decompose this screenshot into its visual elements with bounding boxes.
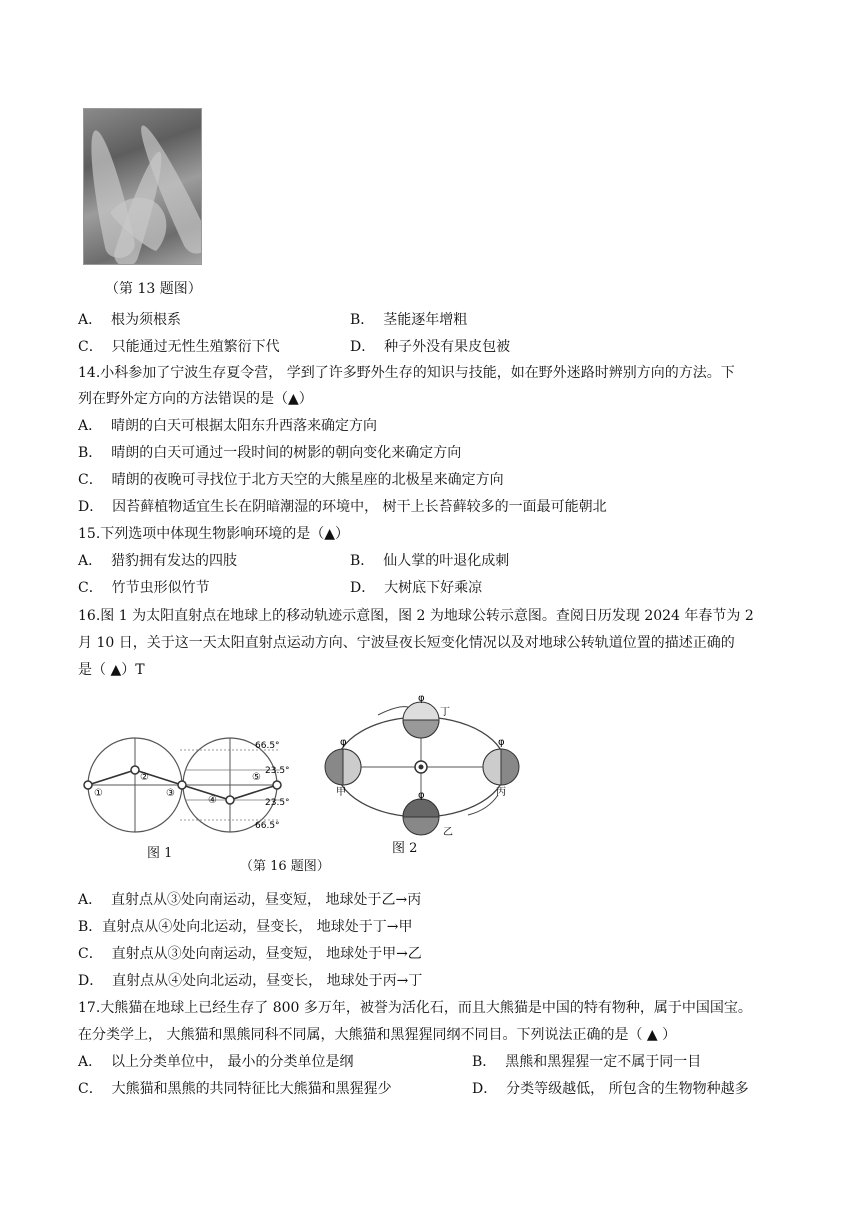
q17-option-c[interactable]: C． 大熊猫和黑熊的共同特征比大熊猫和黑猩猩少: [78, 1081, 392, 1097]
q17-option-b[interactable]: B． 黑熊和黑猩猩一定不属于同一目: [472, 1054, 702, 1070]
fig2-label: 图 2: [392, 841, 418, 856]
fig2-position-ding: 丁: [440, 707, 450, 718]
q16-stem-line3: 是（ ▲）T: [78, 662, 145, 678]
plant-photo: [83, 108, 202, 265]
fig1-label: 图 1: [147, 846, 173, 861]
fig2-pole-ding: φ: [418, 695, 425, 704]
fig2-pole-bing: φ: [498, 737, 505, 748]
q16-option-d[interactable]: D． 直射点从④处向北运动，昼变长， 地球处于丙→丁: [78, 973, 423, 989]
fig2-pole-yi: φ: [418, 790, 425, 801]
q15-option-c[interactable]: C． 竹节虫形似竹节: [78, 580, 210, 596]
fig1-point-2: ②: [140, 772, 149, 783]
fig2-position-bing: 丙: [496, 787, 506, 798]
q13-caption: （第 13 题图）: [105, 281, 202, 297]
q14-option-a[interactable]: A． 晴朗的白天可根据太阳东升西落来确定方向: [78, 418, 378, 434]
q13-option-d[interactable]: D． 种子外没有果皮包被: [350, 339, 511, 355]
q16-option-c[interactable]: C． 直射点从③处向南运动，昼变短， 地球处于甲→乙: [78, 946, 422, 962]
fig1-lat-66-n: 66.5°: [255, 741, 280, 751]
q15-option-a[interactable]: A． 猎豹拥有发达的四肢: [78, 553, 238, 569]
q14-option-c[interactable]: C． 晴朗的夜晚可寻找位于北方天空的大熊星座的北极星来确定方向: [78, 472, 504, 488]
q16-stem-line1: 16.图 1 为太阳直射点在地球上的移动轨迹示意图，图 2 为地球公转示意图。查阅日历发现 2024 年春节为 2: [78, 608, 754, 624]
figure-1-sun-direct-point-diagram: [80, 730, 295, 850]
q16-option-a[interactable]: A． 直射点从③处向南运动，昼变短， 地球处于乙→丙: [78, 892, 422, 908]
q14-option-d[interactable]: D． 因苔藓植物适宜生长在阴暗潮湿的环境中， 树干上长苔藓较多的一面最可能朝北: [78, 499, 607, 515]
fig1-point-3: ③: [166, 788, 175, 799]
q13-option-c[interactable]: C． 只能通过无性生殖繁衍下代: [78, 339, 280, 355]
q16-option-b[interactable]: B．直射点从④处向北运动，昼变长， 地球处于丁→甲: [78, 919, 413, 935]
fig1-lat-23-s: 23.5°: [265, 798, 290, 808]
fig1-point-5: ⑤: [252, 772, 261, 783]
q14-stem-line2: 列在野外定方向的方法错误的是（▲）: [78, 391, 313, 407]
q17-option-d[interactable]: D． 分类等级越低， 所包含的生物物种越多: [472, 1081, 749, 1097]
q15-option-b[interactable]: B． 仙人掌的叶退化成刺: [350, 553, 510, 569]
fig1-lat-23-n: 23.5°: [265, 766, 290, 776]
fig1-lat-66-s: 66.5°: [255, 821, 280, 831]
q13-option-b[interactable]: B． 茎能逐年增粗: [350, 312, 468, 328]
q16-stem-line2: 月 10 日，关于这一天太阳直射点运动方向、宁波昼夜长短变化情况以及对地球公转轨道位置的描述正确的: [78, 635, 735, 651]
fig2-position-yi: 乙: [443, 827, 453, 838]
q15-option-d[interactable]: D． 大树底下好乘凉: [350, 580, 483, 596]
q15-stem: 15.下列选项中体现生物影响环境的是（▲）: [78, 526, 350, 542]
fig1-point-1: ①: [94, 788, 103, 799]
q16-caption: （第 16 题图）: [240, 859, 330, 874]
q17-stem-line1: 17.大熊猫在地球上已经生存了 800 多万年，被誉为活化石，而且大熊猫是中国的特有物种，属于中国国宝。: [78, 1000, 752, 1016]
q14-option-b[interactable]: B． 晴朗的白天可通过一段时间的树影的朝向变化来确定方向: [78, 445, 462, 461]
q13-option-a[interactable]: A． 根为须根系: [78, 312, 182, 328]
figure-2-earth-orbit-diagram: [318, 695, 528, 845]
q14-stem-line1: 14.小科参加了宁波生存夏令营， 学到了许多野外生存的知识与技能，如在野外迷路时辨别方向的方法。下: [78, 365, 735, 381]
fig2-position-jia: 甲: [336, 787, 346, 798]
q17-stem-line2: 在分类学上， 大熊猫和黑熊同科不同属，大熊猫和黑猩猩同纲不同目。下列说法正确的是（ ▲ ）: [78, 1027, 677, 1043]
fig2-pole-jia: φ: [340, 737, 347, 748]
fig1-point-4: ④: [208, 795, 217, 806]
q17-option-a[interactable]: A． 以上分类单位中， 最小的分类单位是纲: [78, 1054, 354, 1070]
